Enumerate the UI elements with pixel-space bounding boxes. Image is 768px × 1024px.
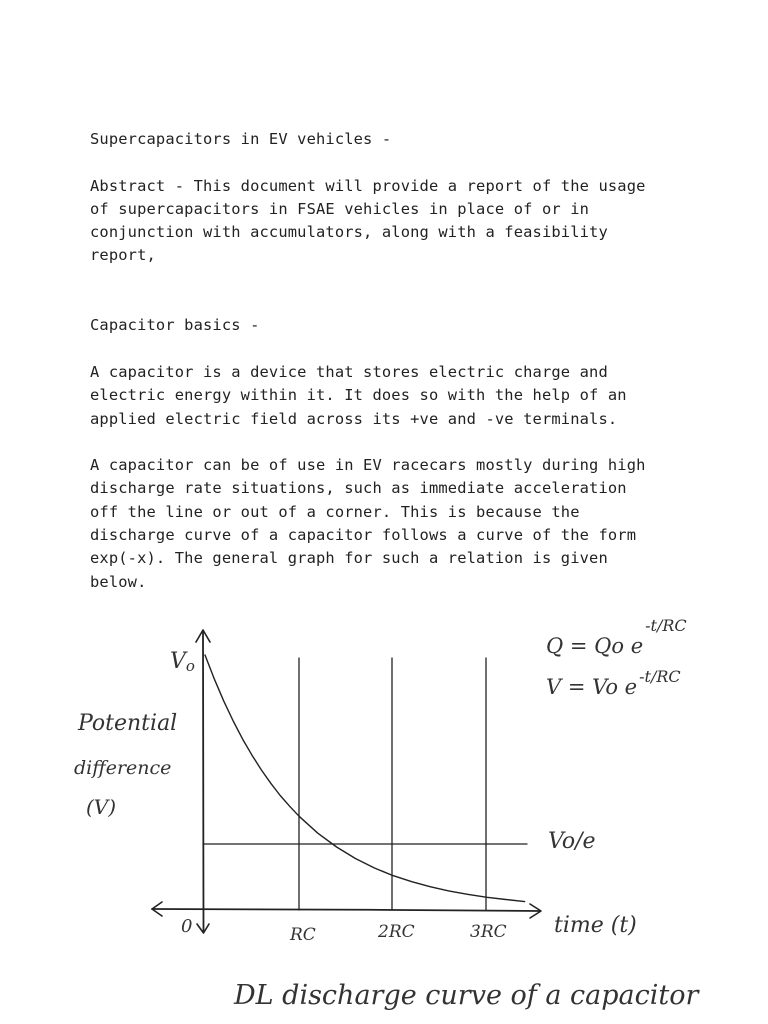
- paragraph-line: applied electric field across its +ve and -ve terminals.: [90, 409, 618, 428]
- paragraph-line: A capacitor can be of use in EV racecars mostly during high: [90, 456, 646, 475]
- section-heading: Capacitor basics -: [90, 316, 260, 335]
- paragraph-line: off the line or out of a corner. This is because the: [90, 502, 580, 521]
- figure-caption: DL discharge curve of a capacitor: [234, 980, 699, 1011]
- paragraph-line: below.: [90, 572, 147, 591]
- vo-over-e-label: Vo/e: [548, 829, 596, 854]
- y-top-label: Vo: [170, 649, 195, 675]
- document-body: [90, 128, 690, 594]
- origin-label: 0: [181, 916, 193, 937]
- ev-usage-paragraph: [90, 454, 690, 594]
- x-axis: [152, 909, 540, 911]
- y-axis-label-line1: Potential: [78, 711, 178, 736]
- decay-curve: [205, 655, 525, 902]
- paragraph-line: discharge rate situations, such as immediate acceleration: [90, 479, 627, 498]
- x-axis-label: time (t): [554, 913, 637, 938]
- tick-label-2rc: 2RC: [378, 922, 415, 942]
- abstract-line: Abstract - This document will provide a report of the usage: [90, 176, 646, 195]
- tick-label-3rc: 3RC: [470, 922, 507, 942]
- abstract-line: conjunction with accumulators, along with a feasibility: [90, 223, 608, 242]
- paragraph-line: A capacitor is a device that stores electric charge and: [90, 362, 608, 381]
- charge-equation: Q = Qo $e^{-t/RC}$: [546, 616, 687, 658]
- abstract-line: report,: [90, 246, 156, 265]
- voltage-equation: V = Vo e $^{-t/RC}$: [546, 667, 681, 699]
- paragraph-line: discharge curve of a capacitor follows a curve of the form: [90, 526, 637, 545]
- capacitor-definition-paragraph: [90, 361, 690, 431]
- y-axis-label-line2: difference: [74, 757, 172, 779]
- document-title: Supercapacitors in EV vehicles -: [90, 130, 392, 148]
- paragraph-line: electric energy within it. It does so with the help of an: [90, 386, 627, 405]
- y-axis-label-line3: (V): [86, 795, 117, 819]
- tick-label-rc: RC: [290, 925, 316, 945]
- abstract-paragraph: [90, 175, 690, 268]
- abstract-line: of supercapacitors in FSAE vehicles in place of or in: [90, 199, 590, 218]
- paragraph-line: exp(-x). The general graph for such a relation is given: [90, 549, 608, 568]
- discharge-curve-sketch: [0, 600, 768, 1024]
- y-axis: [203, 632, 204, 932]
